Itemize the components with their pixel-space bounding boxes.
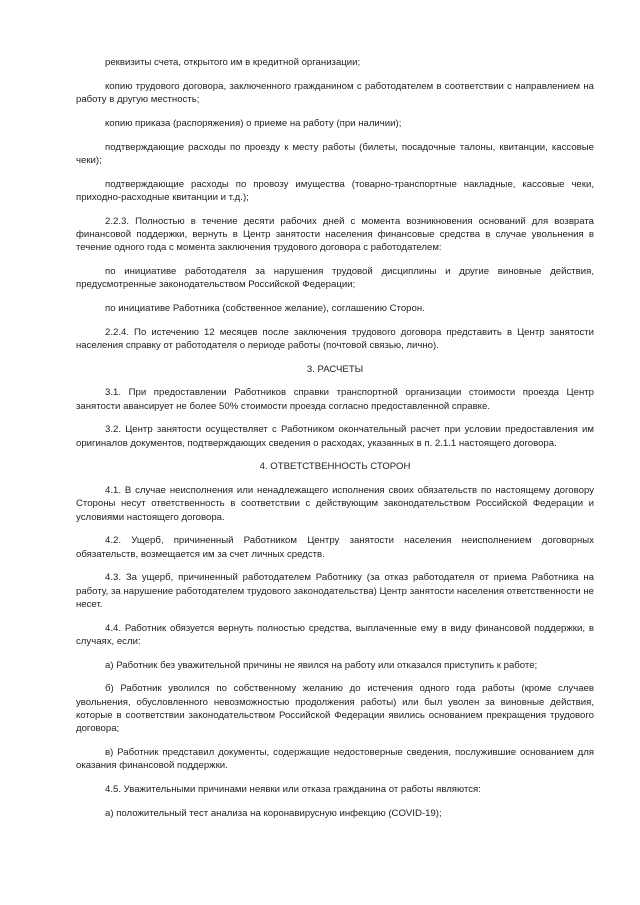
clause-4-4-b: б) Работник уволился по собственному желанию до истечения одного года работы (кроме случаев увольнения, обусловленного невозможностью продолжения работы) или был уволен за виновные действия, которые в соответствии законодательством Российской Федерации явились основанием прекращения трудового договора;	[76, 683, 594, 734]
clause-4-2: 4.2. Ущерб, причиненный Работником Центру занятости населения неисполнением договорных обязательств, возмещается им за счет личных средств.	[76, 535, 594, 560]
employee-initiative-item: по инициативе Работника (собственное желание), соглашению Сторон.	[105, 302, 425, 314]
clause-3-2: 3.2. Центр занятости осуществляет с Работником окончательный расчет при условии предоставления им оригиналов документов, подтверждающих сведения о расходах, указанных в п. 2.1.1 настоящего договора.	[76, 424, 594, 449]
section-heading-liability: 4. ОТВЕТСТВЕННОСТЬ СТОРОН	[259, 461, 411, 473]
document-page	[76, 56, 594, 830]
clause-2-2-3: 2.2.3. Полностью в течение десяти рабочих дней с момента возникновения оснований для возврата финансовой поддержки, вернуть в Центр занятости населения финансовые средства в случае увольнения в течение одного года с момента заключения трудового договора с работодателем:	[76, 215, 594, 253]
clause-4-5-a: а) положительный тест анализа на коронавирусную инфекцию (COVID-19);	[105, 807, 442, 819]
clause-3-1: 3.1. При предоставлении Работников справки транспортной организации стоимости проезда Центр занятости авансирует не более 50% стоимости проезда согласно предоставленной справке.	[76, 387, 594, 412]
employer-initiative-item: по инициативе работодателя за нарушения трудовой дисциплины и другие виновные действия, предусмотренные законодательством Российской Федерации;	[76, 265, 594, 290]
clause-2-2-4: 2.2.4. По истечению 12 месяцев после заключения трудового договора представить в Центр занятости населения справку от работодателя о периоде работы (почтовой связью, лично).	[76, 326, 594, 351]
clause-4-4-a: а) Работник без уважительной причины не явился на работу или отказался приступить к работе;	[105, 659, 538, 671]
clause-4-4-v: в) Работник представил документы, содержащие недостоверные сведения, послужившие основанием для оказания финансовой поддержки.	[76, 746, 594, 771]
clause-4-4: 4.4. Работник обязуется вернуть полностью средства, выплаченные ему в виду финансовой поддержки, в случаях, если:	[76, 622, 594, 647]
travel-expenses-item: подтверждающие расходы по проезду к месту работы (билеты, посадочные талоны, квитанции, кассовые чеки);	[76, 141, 594, 166]
property-transport-expenses-item: подтверждающие расходы по провозу имущества (товарно-транспортные накладные, кассовые чеки, приходно-расходные квитанции и т.д.);	[76, 178, 594, 203]
clause-4-5: 4.5. Уважительными причинами неявки или отказа гражданина от работы являются:	[105, 783, 481, 795]
hiring-order-copy-item: копию приказа (распоряжения) о приеме на работу (при наличии);	[105, 117, 402, 129]
clause-4-3: 4.3. За ущерб, причиненный работодателем Работнику (за отказ работодателя от приема Работника на работу, за нарушение работодателем трудового законодательства) Центр занятости населения ответственности не несет.	[76, 572, 594, 610]
requisites-item: реквизиты счета, открытого им в кредитной организации;	[105, 57, 361, 68]
section-heading-settlements: 3. РАСЧЕТЫ	[306, 363, 364, 375]
labor-contract-copy-item: копию трудового договора, заключенного гражданином с работодателем в соответствии с направлением на работу в другую местность;	[76, 80, 594, 105]
clause-4-1: 4.1. В случае неисполнения или ненадлежащего исполнения своих обязательств по настоящему договору Стороны несут ответственность в соответствии с действующим законодательством Российской Федерации и условиями настоящего договора.	[76, 485, 594, 523]
